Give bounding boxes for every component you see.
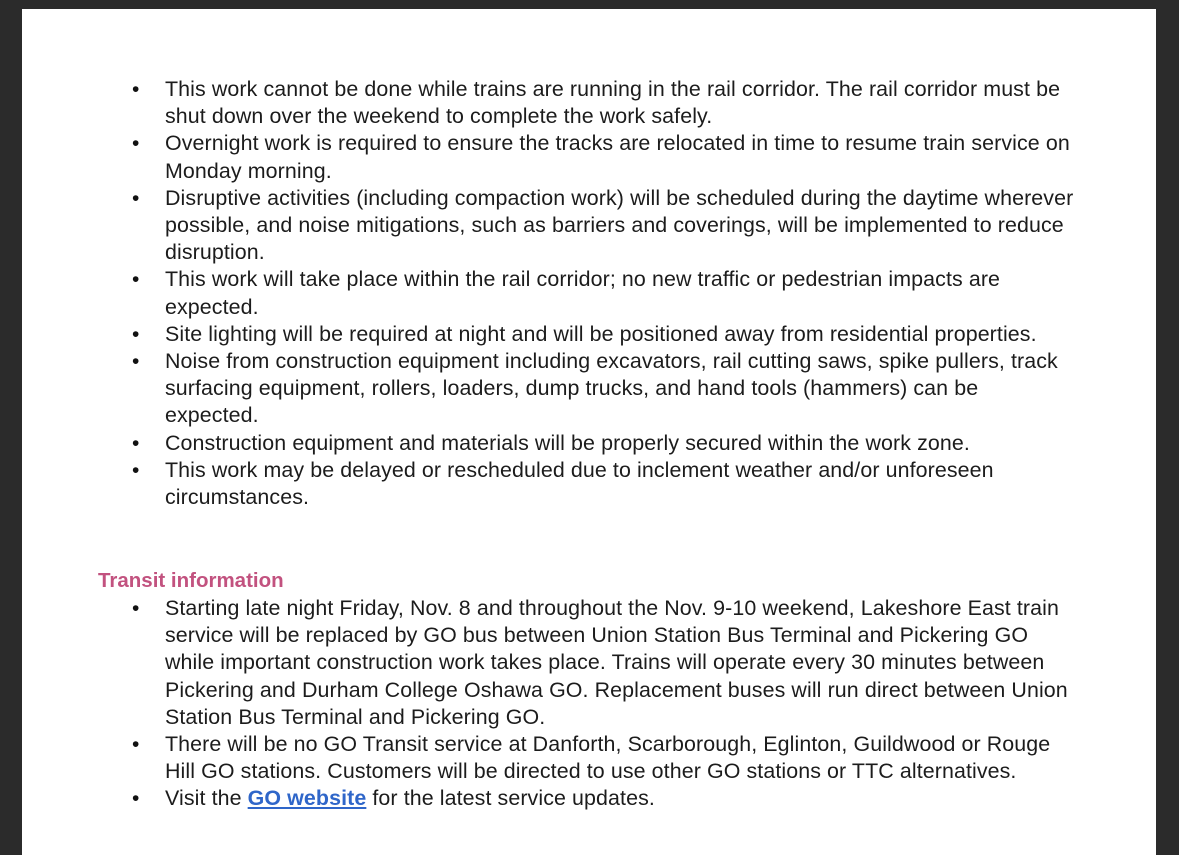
- list-item: [22, 185, 1156, 267]
- bullet-icon: •: [132, 186, 140, 210]
- list-item: [22, 130, 1156, 184]
- list-item: [22, 430, 1156, 457]
- list-item-text: This work cannot be done while trains are running in the rail corridor. The rail corridor must be shut down over the weekend to complete the work safely.: [165, 77, 1061, 129]
- list-item: [22, 76, 1156, 130]
- bullet-icon: •: [132, 787, 140, 811]
- bullet-icon: •: [132, 597, 140, 620]
- list-item-text: Site lighting will be required at night and will be positioned away from residential properties.: [165, 321, 1037, 346]
- list-item-text: Noise from construction equipment including excavators, rail cutting saws, spike pullers, track surfacing equipment, rollers, loaders, dump trucks, and hand tools (hammers) can be expected.: [165, 349, 1058, 428]
- transit-information-heading: Transit information: [98, 569, 284, 592]
- list-item-text: There will be no GO Transit service at Danforth, Scarborough, Eglinton, Guildwood or Rouge Hill GO stations. Customers will be directed to use other GO stations or TTC alternatives.: [165, 732, 1051, 784]
- list-item: [22, 266, 1156, 320]
- list-item: [22, 595, 1156, 731]
- bullet-icon: •: [132, 350, 140, 374]
- list-item: [22, 457, 1156, 511]
- bullet-icon: •: [132, 733, 140, 757]
- bullet-icon: •: [132, 132, 140, 156]
- transit-information-list: [22, 595, 1156, 813]
- bullet-icon: •: [132, 322, 140, 346]
- list-item: [22, 321, 1156, 348]
- list-item: [22, 785, 1156, 812]
- list-item-text: Starting late night Friday, Nov. 8 and throughout the Nov. 9-10 weekend, Lakeshore East train service will be replaced by GO bus between Union Station Bus Terminal and Pickering GO while important construction work takes place. Trains will operate every 30 minutes between Pickering and Durham College Oshawa GO. Replacement buses will run direct between Union Station Bus Terminal and Pickering GO.: [165, 596, 1068, 729]
- bullet-icon: •: [132, 458, 140, 482]
- document-page: [22, 9, 1156, 855]
- bullet-icon: •: [132, 268, 140, 292]
- list-item-text-prefix: Visit the: [165, 786, 248, 811]
- list-item-text: Construction equipment and materials will be properly secured within the work zone.: [165, 430, 970, 455]
- list-item: [22, 348, 1156, 430]
- list-item-text-suffix: for the latest service updates.: [366, 786, 655, 811]
- list-item-text: This work will take place within the rail corridor; no new traffic or pedestrian impacts are expected.: [165, 267, 1001, 319]
- bullet-icon: •: [132, 431, 140, 455]
- list-item-text: This work may be delayed or rescheduled due to inclement weather and/or unforeseen circumstances.: [165, 457, 994, 510]
- list-item-text: Disruptive activities (including compaction work) will be scheduled during the daytime wherever possible, and noise mitigations, such as barriers and coverings, will be implemented to reduce disruption.: [165, 185, 1074, 265]
- work-details-list: [22, 76, 1156, 511]
- bullet-icon: •: [132, 78, 140, 101]
- go-website-link[interactable]: GO website: [247, 786, 367, 811]
- list-item: [22, 731, 1156, 785]
- list-item-text: Overnight work is required to ensure the tracks are relocated in time to resume train service on Monday morning.: [165, 131, 1070, 183]
